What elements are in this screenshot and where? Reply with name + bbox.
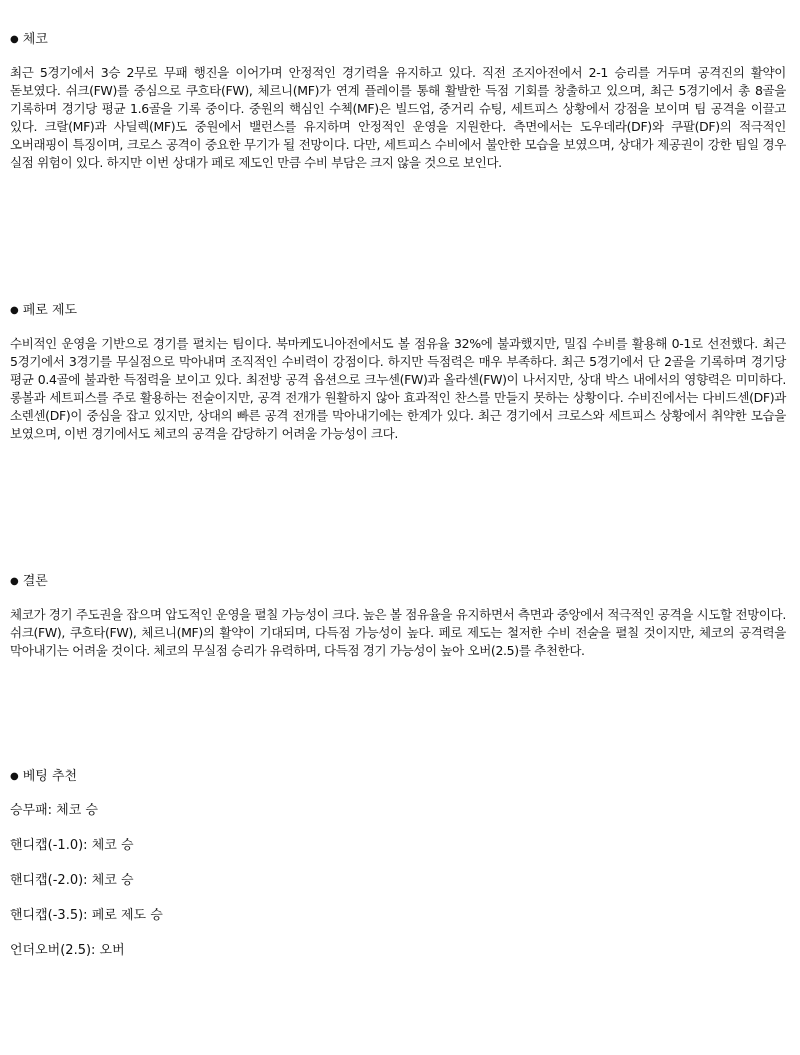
section-heading-text: 결론 (22, 574, 48, 589)
bet-pick-handicap-2: 핸디캡(-2.0): 체코 승 (10, 873, 134, 888)
bet-pick-handicap-3-5: 핸디캡(-3.5): 페로 제도 승 (10, 908, 163, 923)
bullet-icon: ● (10, 771, 19, 782)
section-heading-text: 체코 (22, 32, 48, 47)
bullet-icon: ● (10, 576, 19, 587)
bullet-icon: ● (10, 34, 19, 45)
bet-pick-handicap-1: 핸디캡(-1.0): 체코 승 (10, 838, 134, 853)
section-body-faroe: 수비적인 운영을 기반으로 경기를 펼치는 팀이다. 북마케도니아전에서도 볼 점유율 32%에 불과했지만, 밀집 수비를 활용해 0-1로 선전했다. 최근 5경기에서 3경기를 무실점으로 막아내며 조직적인 수비력이 강점이다. 하지만 득점력은 매우 부족하다. 최근 5경기에서 단 2골을 기록하며 경기당 평균 0.4골에 불과한 득점력을 보이고 있다. 최전방 공격 옵션으로 크누센(FW)과 올라센(FW)이 나서지만, 상대 박스 내에서의 영향력은 미미하다. 롱볼과 세트피스를 주로 활용하는 전술이지만, 공격 전개가 원활하지 않아 효과적인 찬스를 만들지 못하는 상황이다. 수비진에서는 다비드센(DF)과 소렌센(DF)이 중심을 잡고 있지만, 상대의 빠른 공격 전개를 막아내기에는 한계가 있다. 최근 경기에서 크로스와 세트피스 상황에서 취약한 모습을 보였으며, 이번 경기에서도 체코의 공격을 감당하기 어려울 가능성이 크다. (10, 336, 786, 441)
bet-pick-over-under: 언더오버(2.5): 오버 (10, 943, 125, 958)
bet-pick-1x2: 승무패: 체코 승 (10, 803, 98, 818)
section-body-czech: 최근 5경기에서 3승 2무로 무패 행진을 이어가며 안정적인 경기력을 유지하고 있다. 직전 조지아전에서 2-1 승리를 거두며 공격진의 활약이 돋보였다. 쉬크(FW)를 중심으로 쿠흐타(FW), 체르니(MF)가 연계 플레이를 통해 활발한 득점 기회를 창출하고 있으며, 최근 5경기에서 총 8골을 기록하며 경기당 평균 1.6골을 기록 중이다. 중원의 핵심인 수첵(MF)은 빌드업, 중거리 슈팅, 세트피스 상황에서 강점을 보이며 팀 공격을 이끌고 있다. 크랄(MF)과 사딜렉(MF)도 중원에서 밸런스를 유지하며 안정적인 운영을 지원한다. 측면에서는 도우데라(DF)와 쿠팔(DF)의 적극적인 오버래핑이 특징이며, 크로스 공격이 중요한 무기가 될 전망이다. 다만, 세트피스 수비에서 불안한 모습을 보였으며, 상대가 제공권이 강한 팀일 경우 실점 위험이 있다. 하지만 이번 상대가 페로 제도인 만큼 수비 부담은 크지 않을 것으로 보인다. (10, 65, 786, 170)
section-body-conclusion: 체코가 경기 주도권을 잡으며 압도적인 운영을 펼칠 가능성이 크다. 높은 볼 점유율을 유지하면서 측면과 중앙에서 적극적인 공격을 시도할 전망이다. 쉬크(FW), 쿠흐타(FW), 체르니(MF)의 활약이 기대되며, 다득점 가능성이 높다. 페로 제도는 철저한 수비 전술을 펼칠 것이지만, 체코의 공격력을 막아내기는 어려울 것이다. 체코의 무실점 승리가 유력하며, 다득점 경기 가능성이 높아 오버(2.5)를 추천한다. (10, 607, 786, 658)
section-heading-czech (10, 32, 48, 48)
section-heading-conclusion (10, 574, 48, 590)
bullet-icon: ● (10, 305, 19, 316)
section-heading-text: 페로 제도 (22, 303, 78, 318)
section-heading-text: 베팅 추천 (22, 769, 78, 784)
section-heading-betting (10, 769, 77, 785)
section-heading-faroe (10, 303, 77, 319)
